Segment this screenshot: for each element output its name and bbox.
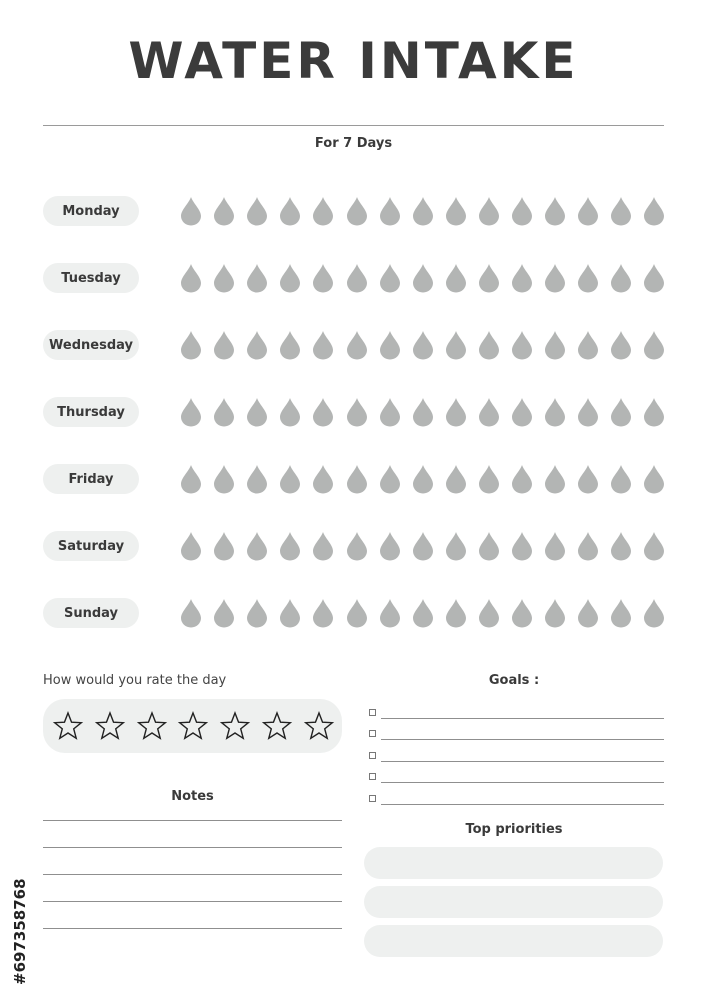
star-outline-icon[interactable] [261,710,293,742]
day-label: Sunday [43,598,139,628]
rating-label: How would you rate the day [43,673,227,688]
day-row [43,531,664,561]
water-drop-icon[interactable] [610,598,632,628]
goal-checkbox[interactable] [369,752,376,759]
water-drop-icon[interactable] [610,196,632,226]
water-drop-icon[interactable] [445,196,467,226]
water-drop-icon[interactable] [279,531,301,561]
water-drop-icon[interactable] [279,598,301,628]
day-row [43,397,664,427]
note-line[interactable] [43,928,342,929]
water-drop-icon[interactable] [577,196,599,226]
note-line[interactable] [43,901,342,902]
water-drop-icon[interactable] [544,531,566,561]
water-drop-icon[interactable] [213,330,235,360]
goal-item [369,728,664,740]
water-drop-icon[interactable] [180,531,202,561]
day-label: Saturday [43,531,139,561]
note-line[interactable] [43,874,342,875]
note-line[interactable] [43,820,342,821]
star-outline-icon[interactable] [303,710,335,742]
water-drop-icon[interactable] [544,330,566,360]
goal-line[interactable] [381,761,664,762]
water-drop-icon[interactable] [610,330,632,360]
water-drop-icon[interactable] [213,263,235,293]
water-drop-icon[interactable] [213,397,235,427]
subtitle: For 7 Days [314,136,393,151]
water-drop-icon[interactable] [346,598,368,628]
water-drop-icon[interactable] [180,196,202,226]
water-drop-icon[interactable] [379,330,401,360]
water-drop-icon[interactable] [180,598,202,628]
goal-line[interactable] [381,782,664,783]
water-drop-icon[interactable] [610,464,632,494]
water-drop-icon[interactable] [577,330,599,360]
water-drop-icon[interactable] [312,330,334,360]
top-priorities-title: Top priorities [465,822,563,837]
water-drop-icon[interactable] [279,263,301,293]
note-line[interactable] [43,847,342,848]
star-outline-icon[interactable] [94,710,126,742]
water-drop-icon[interactable] [246,397,268,427]
water-drop-icon[interactable] [379,598,401,628]
day-row [43,598,664,628]
page-title: WATER INTAKE [128,32,579,90]
water-drop-icon[interactable] [643,196,665,226]
star-outline-icon[interactable] [219,710,251,742]
day-label: Tuesday [43,263,139,293]
water-drop-icon[interactable] [478,196,500,226]
water-drop-icon[interactable] [643,263,665,293]
water-drop-icon[interactable] [312,464,334,494]
water-drop-icon[interactable] [577,263,599,293]
water-drop-icon[interactable] [180,263,202,293]
water-drop-icon[interactable] [445,263,467,293]
water-drop-icon[interactable] [412,598,434,628]
water-drop-icon[interactable] [511,263,533,293]
water-drop-icon[interactable] [478,330,500,360]
water-drop-icon[interactable] [412,196,434,226]
water-drop-icon[interactable] [312,196,334,226]
priority-box[interactable] [364,925,663,957]
water-drop-icon[interactable] [279,464,301,494]
water-drop-icon[interactable] [279,397,301,427]
goal-checkbox[interactable] [369,795,376,802]
water-drop-icon[interactable] [213,598,235,628]
water-drop-icon[interactable] [445,330,467,360]
water-drop-icon[interactable] [246,464,268,494]
water-drop-icon[interactable] [246,263,268,293]
water-drop-icon[interactable] [346,397,368,427]
water-drop-icon[interactable] [213,531,235,561]
water-drop-icon[interactable] [478,464,500,494]
goal-line[interactable] [381,739,664,740]
water-drop-icon[interactable] [412,330,434,360]
water-drop-icon[interactable] [346,531,368,561]
water-drop-icon[interactable] [577,531,599,561]
water-drop-icon[interactable] [379,464,401,494]
water-drop-icon[interactable] [478,397,500,427]
stock-id: #697358768 [11,878,29,985]
water-drop-icon[interactable] [511,330,533,360]
day-row [43,330,664,360]
goal-checkbox[interactable] [369,773,376,780]
goal-line[interactable] [381,718,664,719]
water-drop-icon[interactable] [445,397,467,427]
day-label: Thursday [43,397,139,427]
water-drop-icon[interactable] [643,330,665,360]
water-drop-icon[interactable] [246,196,268,226]
priority-box[interactable] [364,886,663,918]
water-drop-icon[interactable] [445,598,467,628]
star-outline-icon[interactable] [177,710,209,742]
water-drop-icon[interactable] [246,598,268,628]
water-drop-icon[interactable] [610,531,632,561]
water-drop-icon[interactable] [379,263,401,293]
rating-stars [43,699,342,753]
water-drop-icon[interactable] [511,598,533,628]
priority-box[interactable] [364,847,663,879]
water-drop-icon[interactable] [577,397,599,427]
title-divider [43,125,664,126]
water-drop-icon[interactable] [279,196,301,226]
water-drop-icon[interactable] [412,397,434,427]
water-drop-icon[interactable] [346,196,368,226]
water-drop-icon[interactable] [180,397,202,427]
water-drop-icon[interactable] [379,196,401,226]
water-drop-icon[interactable] [610,263,632,293]
water-drop-icon[interactable] [511,397,533,427]
water-drop-icon[interactable] [379,397,401,427]
water-drop-icon[interactable] [312,598,334,628]
water-drop-icon[interactable] [346,464,368,494]
water-drop-icon[interactable] [346,263,368,293]
water-drop-icon[interactable] [544,196,566,226]
water-drop-icon[interactable] [312,263,334,293]
water-drop-icon[interactable] [312,531,334,561]
goal-item [369,707,664,719]
water-drop-icon[interactable] [610,397,632,427]
water-drop-icon[interactable] [445,464,467,494]
water-drop-icon[interactable] [544,464,566,494]
water-drop-icon[interactable] [312,397,334,427]
water-drop-icon[interactable] [643,598,665,628]
water-drop-icon[interactable] [279,330,301,360]
star-outline-icon[interactable] [52,710,84,742]
day-label: Wednesday [43,330,139,360]
water-drop-icon[interactable] [478,531,500,561]
goal-item [369,750,664,762]
goal-line[interactable] [381,804,664,805]
water-drop-icon[interactable] [643,464,665,494]
water-drop-icon[interactable] [544,598,566,628]
day-row [43,196,664,226]
goals-title: Goals : [488,673,540,688]
water-drop-icon[interactable] [544,397,566,427]
water-drop-icon[interactable] [346,330,368,360]
day-label: Friday [43,464,139,494]
water-drop-icon[interactable] [246,330,268,360]
water-drop-icon[interactable] [577,464,599,494]
goal-item [369,771,664,783]
water-drop-icon[interactable] [478,263,500,293]
water-drop-icon[interactable] [511,464,533,494]
star-outline-icon[interactable] [136,710,168,742]
water-drop-icon[interactable] [213,196,235,226]
water-drop-icon[interactable] [246,531,268,561]
water-drop-icon[interactable] [577,598,599,628]
water-drop-icon[interactable] [478,598,500,628]
day-label: Monday [43,196,139,226]
water-drop-icon[interactable] [511,531,533,561]
goal-checkbox[interactable] [369,730,376,737]
water-drop-icon[interactable] [412,464,434,494]
water-drop-icon[interactable] [180,330,202,360]
water-drop-icon[interactable] [180,464,202,494]
water-drop-icon[interactable] [643,531,665,561]
water-drop-icon[interactable] [379,531,401,561]
water-drop-icon[interactable] [445,531,467,561]
notes-title: Notes [171,789,214,804]
day-row [43,263,664,293]
goal-item [369,793,664,805]
water-drop-icon[interactable] [213,464,235,494]
water-drop-icon[interactable] [412,531,434,561]
water-drop-icon[interactable] [544,263,566,293]
water-drop-icon[interactable] [511,196,533,226]
water-drop-icon[interactable] [412,263,434,293]
goal-checkbox[interactable] [369,709,376,716]
water-drop-icon[interactable] [643,397,665,427]
day-row [43,464,664,494]
